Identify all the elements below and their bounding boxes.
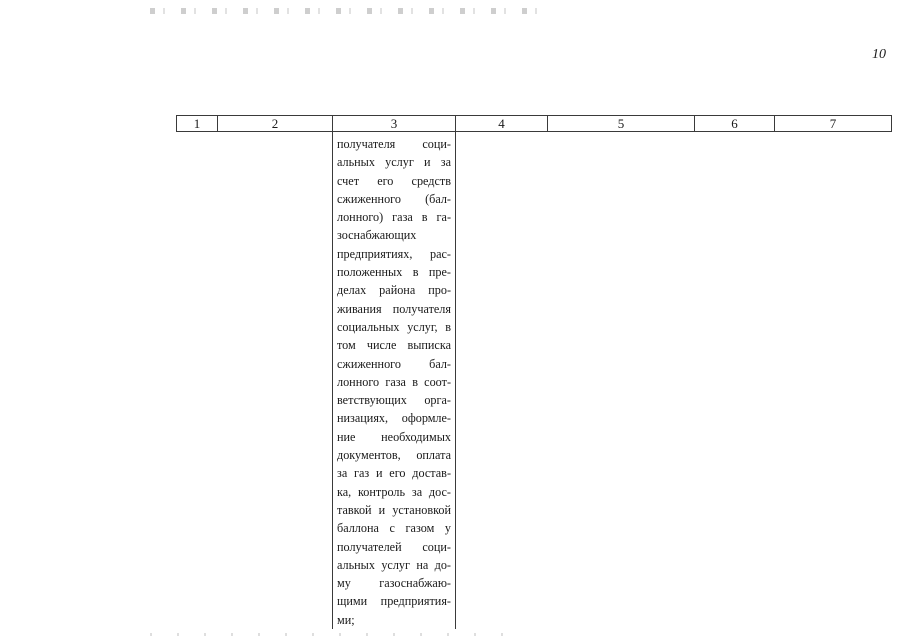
description-line: лонного) газа в га- <box>337 210 451 225</box>
column-header-7: 7 <box>775 116 892 132</box>
description-line: делах района про- <box>337 283 451 298</box>
column-number-row <box>177 116 892 132</box>
services-table <box>176 115 892 629</box>
column-header-5: 5 <box>548 116 695 132</box>
column-header-3: 3 <box>333 116 456 132</box>
column-header-1: 1 <box>177 116 218 132</box>
description-line: ка, контроль за дос- <box>337 484 451 499</box>
description-line: ние необходимых <box>337 429 451 444</box>
description-line: ветствующих орга- <box>337 393 451 408</box>
description-line: предприятиях, рас- <box>337 246 451 261</box>
description-line: сжиженного (бал- <box>337 191 451 206</box>
table-cell-col-3 <box>333 132 456 630</box>
description-line: документов, оплата <box>337 448 451 463</box>
description-line: баллона с газом у <box>337 521 451 536</box>
description-line: му газоснабжаю- <box>337 576 451 591</box>
description-line: альных услуг и за <box>337 155 451 170</box>
description-line: ми; <box>337 612 355 627</box>
table-row <box>177 132 892 630</box>
scan-artifact-top <box>150 8 540 14</box>
table-cell-col-1 <box>177 132 218 630</box>
description-line: тавкой и установкой <box>337 502 451 517</box>
description-line: живания получателя <box>337 301 451 316</box>
table-cell-col-7 <box>775 132 892 630</box>
description-line: зоснабжающих <box>337 228 417 243</box>
column-header-6: 6 <box>695 116 775 132</box>
page-number: 10 <box>872 47 886 62</box>
description-line: социальных услуг, в <box>337 319 451 334</box>
scan-artifact-bottom <box>150 633 520 636</box>
table-cell-col-4 <box>456 132 548 630</box>
description-line: за газ и его достав- <box>337 466 451 481</box>
description-line: щими предприятия- <box>337 594 451 609</box>
column-header-4: 4 <box>456 116 548 132</box>
table-cell-col-2 <box>218 132 333 630</box>
column-header-2: 2 <box>218 116 333 132</box>
description-line: лонного газа в соот- <box>337 374 451 389</box>
description-line: счет его средств <box>337 173 451 188</box>
description-line: получателя соци- <box>337 137 451 151</box>
table-cell-col-5 <box>548 132 695 630</box>
table-cell-col-6 <box>695 132 775 630</box>
description-line: получателей соци- <box>337 539 451 554</box>
description-line: положенных в пре- <box>337 265 451 280</box>
description-line: альных услуг на до- <box>337 557 451 572</box>
description-line: том числе выписка <box>337 338 451 353</box>
service-description <box>333 132 455 629</box>
description-line: сжиженного бал- <box>337 356 451 371</box>
description-line: низациях, оформле- <box>337 411 451 426</box>
